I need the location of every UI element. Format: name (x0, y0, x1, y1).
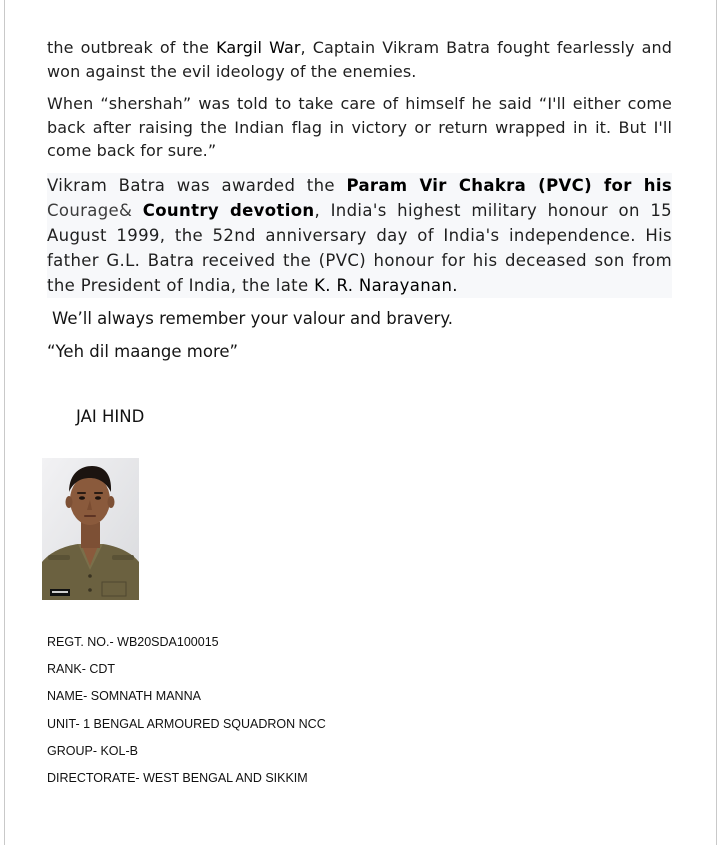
cadet-portrait-image (42, 458, 139, 600)
p1-text-end: , Captain Vikram Batra fought fearlessly and won against the evil ideology of the enemies. (47, 38, 672, 81)
country-devotion-text: Country devotion (142, 200, 315, 220)
cadet-photo (42, 458, 139, 600)
directorate-line: DIRECTORATE- WEST BENGAL AND SIKKIM (47, 770, 308, 785)
group-line: GROUP- KOL-B (47, 743, 138, 758)
unit-line: UNIT- 1 BENGAL ARMOURED SQUADRON NCC (47, 716, 326, 731)
param-vir-chakra-text: Param Vir Chakra (PVC) for his (346, 175, 673, 195)
page-right-border (716, 0, 717, 845)
page-left-border (4, 0, 5, 845)
name-line: NAME- SOMNATH MANNA (47, 689, 201, 704)
president-name-text: K. R. Narayanan. (314, 275, 458, 295)
paragraph-kargil (47, 36, 672, 83)
rank-line: RANK- CDT (47, 662, 116, 677)
regt-no-line: REGT. NO.- WB20SDA100015 (47, 635, 219, 649)
jai-hind-heading: JAI HIND (76, 407, 145, 426)
paragraph-pvc (47, 173, 672, 298)
paragraph-shershah: When “shershah” was told to take care of himself he said “I'll either come back after raising the Indian flag in victory or return wrapped in it. But I'll come back for sure.” (47, 94, 672, 160)
cadet-details (47, 633, 326, 796)
remember-line: We’ll always remember your valour and bravery. (52, 309, 453, 328)
p3-text-middle: , India's highest military honour on 15 August 1999, the 52nd anniversary day of India's independence. His father G.L. Batra received the (PVC) honour for his deceased son from the President of India, the late (47, 200, 673, 295)
slogan-quote: “Yeh dil maange more” (47, 342, 239, 361)
p1-text-start: the outbreak of the (47, 38, 217, 57)
article-body (47, 36, 672, 298)
courage-text: Courage& (47, 200, 143, 220)
kargil-war-text: Kargil War (216, 38, 301, 57)
p3-text-start: Vikram Batra was awarded the (47, 175, 347, 195)
